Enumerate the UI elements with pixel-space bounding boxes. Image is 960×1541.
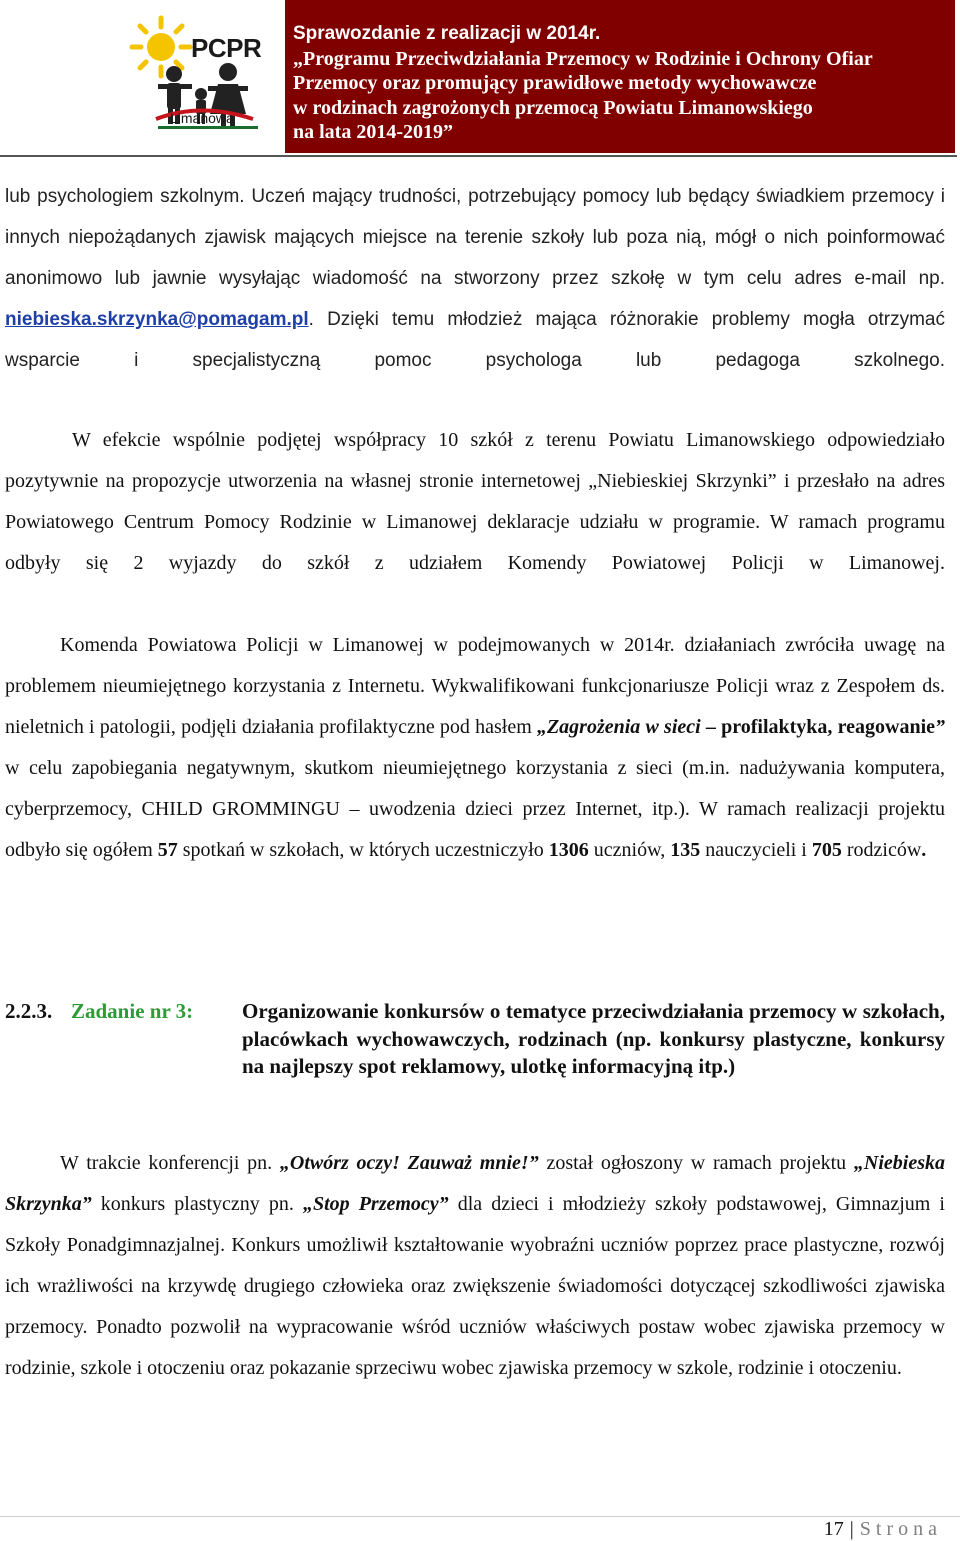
paragraph-1-text: lub psychologiem szkolnym. Uczeń mający trudności, potrzebujący pomocy lub będący świadkiem przemocy i innych niepożądanych zjawisk mających miejsce na terenie szkoły lub poza nią, mógł o nich poinformować anonimowo lub jawnie wysyłając wiadomość na stworzony przez szkołę w tym celu adres e-mail np.: [5, 186, 945, 289]
logo-area: [0, 0, 285, 153]
logo-city: Limanowa: [170, 110, 234, 126]
conference-title: „Otwórz oczy! Zauważ mnie!”: [279, 1152, 539, 1174]
header-line-4: w rodzinach zagrożonych przemocą Powiatu Limanowskiego: [293, 96, 813, 119]
email-link[interactable]: niebieska.skrzynka@pomagam.pl: [5, 309, 309, 330]
project-title: „Niebieska Skrzynka”: [5, 1152, 946, 1215]
paragraph-3-text-3: spotkań w szkołach, w których uczestniczyło: [177, 839, 549, 861]
slogan-italic: Zagrożenia w sieci: [546, 716, 701, 738]
teachers-count: 135: [670, 839, 701, 861]
footer-separator: |: [849, 1518, 854, 1540]
slogan-quote-open: „: [536, 716, 547, 738]
paragraph-4-text-4: dla dzieci i młodzieży szkoły podstawowej, Gimnazjum i Szkoły Ponadgimnazjalnej. Konkurs umożliwił kształtowanie wyobraźni uczniów poprzez prace plastyczne, rozwój ich wrażliwości na krzywdę drugiego człowieka oraz zwiększenie świadomości dotyczącej szkodliwości zjawiska przemocy. Ponadto pozwolił na wypracowanie wśród uczniów właściwych postaw wobec zjawiska przemocy w rodzinie, szkole i otoczeniu oraz pokazanie sprzeciwu wobec zjawiska przemocy w szkole, rodzinie i otoczeniu.: [5, 1193, 945, 1379]
students-count: 1306: [548, 839, 589, 861]
header-line-5: na lata 2014-2019”: [293, 121, 453, 144]
meetings-count: 57: [157, 839, 178, 861]
slogan-bold: – profilaktyka, reagowanie: [700, 716, 936, 738]
page-footer: [824, 1518, 942, 1541]
paragraph-4-text-3: konkurs plastyczny pn.: [91, 1193, 303, 1215]
task-title: Organizowanie konkursów o tematyce przeciwdziałania przemocy w szkołach, placówkach wychowawczych, rodzinach (np. konkursy plastyczne, konkursy na najlepszy spot reklamowy, ulotkę informacyjną itp.): [242, 999, 945, 1078]
task-label: Zadanie nr 3:: [71, 999, 194, 1023]
paragraph-3-period: .: [921, 839, 927, 861]
paragraph-3-text-5: nauczycieli i: [700, 839, 812, 861]
parents-count: 705: [811, 839, 842, 861]
contest-title: „Stop Przemocy”: [302, 1193, 449, 1215]
paragraph-3-text-2: w celu zapobiegania negatywnym, skutkom nieumiejętnego korzystania z sieci (m.in. nadużywania komputera, cyberprzemocy, CHILD GROMMINGU – uwodzenia dzieci przez Internet, itp.). W ramach realizacji projektu odbyło się ogółem: [5, 757, 945, 861]
header-line-2: „Programu Przeciwdziałania Przemocy w Rodzinie i Ochrony Ofiar: [293, 47, 873, 70]
paragraph-3-text: Komenda Powiatowa Policji w Limanowej w podejmowanych w 2014r. działaniach zwróciła uwagę na problemem nieumiejętnego korzystania z Internetu. Wykwalifikowani funkcjonariusze Policji wraz z Zespołem ds. nieletnich i patologii, podjęli działania profilaktyczne pod hasłem: [5, 634, 945, 738]
slogan-quote-close: ”: [935, 716, 946, 738]
paragraph-1: [5, 176, 945, 381]
paragraph-3-text-4: uczniów,: [588, 839, 671, 861]
task-number: 2.2.3.: [5, 999, 53, 1023]
footer-divider: [0, 1516, 960, 1517]
header-divider: [0, 155, 957, 157]
paragraph-3: [5, 625, 945, 871]
page-header: [0, 0, 960, 153]
paragraph-1-text-end: . Dzięki temu młodzież mająca różnorakie problemy mogła otrzymać wsparcie i specjalistyczną pomoc psychologa lub pedagoga szkolnego.: [5, 309, 945, 371]
logo-text: PCPR: [191, 33, 262, 63]
paragraph-4: [5, 1143, 945, 1389]
page-number: 17: [823, 1518, 844, 1540]
header-title: [293, 22, 943, 145]
paragraph-2: W efekcie wspólnie podjętej współpracy 10 szkół z terenu Powiatu Limanowskiego odpowiedziało pozytywnie na propozycje utworzenia na własnej stronie internetowej „Niebieskiej Skrzynki” i przesłało na adres Powiatowego Centrum Pomocy Rodzinie w Limanowej deklaracje udziału w programie. W ramach programu odbyły się 2 wyjazdy do szkół z udziałem Komendy Powiatowej Policji w Limanowej.: [5, 429, 945, 574]
page-word: Strona: [859, 1518, 942, 1540]
header-line-1: Sprawozdanie z realizacji w 2014r.: [293, 23, 601, 44]
paragraph-3-text-6: rodziców: [841, 839, 922, 861]
paragraph-4-text: W trakcie konferencji pn.: [60, 1152, 280, 1174]
header-line-3: Przemocy oraz promujący prawidłowe metody wychowawcze: [293, 72, 817, 95]
paragraph-4-text-2: został ogłoszony w ramach projektu: [538, 1152, 854, 1174]
sun-icon: [132, 18, 190, 76]
